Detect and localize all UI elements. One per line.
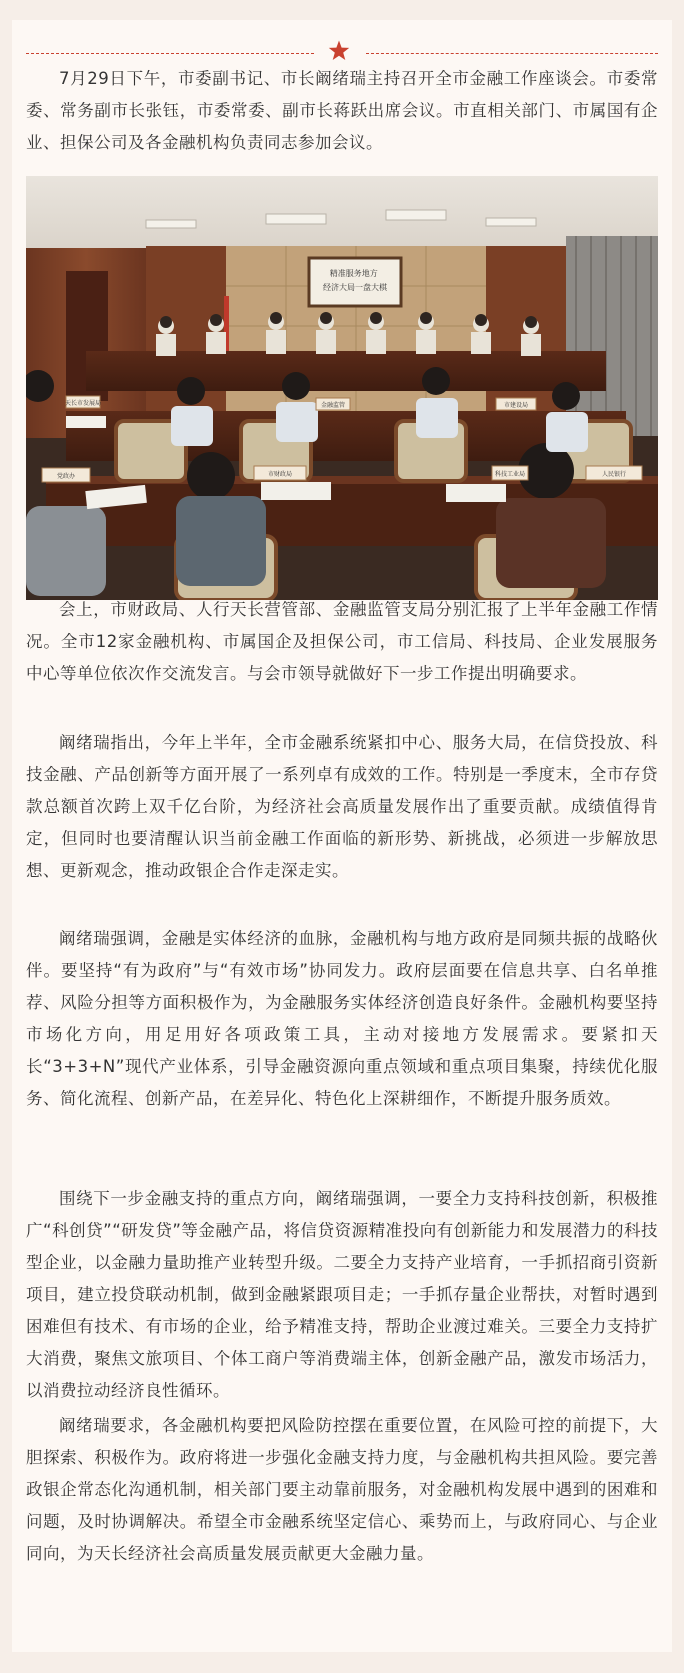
nameplate-5: 金融监管 (320, 402, 346, 409)
divider-line-left (26, 53, 314, 54)
paragraph-risk-control: 阚绪瑞要求，各金融机构要把风险防控摆在重要位置，在风险可控的前提下，大胆探索、积极作为。政府将进一步强化金融支持力度，与金融机构共担风险。要完善政银企常态化沟通机制，相关部门要主动靠前服务，对金融机构发展中遇到的困难和问题，及时协调解决。希望全市金融系统坚定信心、乘势而上，与政府同心、与企业同向，为天长经济社会高质量发展贡献更大金融力量。 (26, 1416, 658, 1563)
paragraph-reports: 会上，市财政局、人行天长营管部、金融监管支局分别汇报了上半年金融工作情况。全市12家金融机构、市属国企及担保公司，市工信局、科技局、企业发展服务中心等单位依次作交流发言。与会市领导就做好下一步工作提出明确要求。 (26, 600, 658, 683)
article-card (12, 20, 672, 1652)
nameplate-0: 党政办 (56, 473, 76, 480)
top-divider (26, 46, 658, 60)
nameplate-1: 市财政局 (267, 471, 293, 478)
nameplate-4: 天长市发展局 (64, 400, 102, 407)
paragraph-priorities: 围绕下一步金融支持的重点方向，阚绪瑞强调，一要全力支持科技创新，积极推广“科创贷”“研发贷”等金融产品，将信贷资源精准投向有创新能力和发展潜力的科技型企业，以金融力量助推产业转型升级。二要全力支持产业培育，一手抓招商引资新项目，建立投贷联动机制，做到金融紧跟项目走；一手抓存量企业帮扶，对暂时遇到困难但有技术、有市场的企业，给予精准支持，帮助企业渡过难关。三要全力支持扩大消费，聚焦文旅项目、个体工商户等消费端主体，创新金融产品，激发市场活力，以消费拉动经济良性循环。 (26, 1189, 658, 1400)
nameplate-6: 市建设局 (503, 402, 529, 409)
nameplate-2: 科技工业局 (494, 471, 526, 478)
paragraph-cooperation: 阚绪瑞强调，金融是实体经济的血脉，金融机构与地方政府是同频共振的战略伙伴。要坚持“有为政府”与“有效市场”协同发力。政府层面要在信息共享、白名单推荐、风险分担等方面积极作为，为金融服务实体经济创造良好条件。金融机构要坚持市场化方向，用足用好各项政策工具，主动对接地方发展需求。要紧扣天长“3+3+N”现代产业体系，引导金融资源向重点领域和重点项目集聚，持续优化服务、简化流程、创新产品，在差异化、特色化上深耕细作，不断提升服务质效。 (26, 929, 658, 1108)
plaque-text: 精准服务地方 经济大局一盘大棋 (323, 269, 387, 292)
paragraph-intro: 7月29日下午，市委副书记、市长阚绪瑞主持召开全市金融工作座谈会。市委常委、常务副市长张钰，市委常委、副市长蒋跃出席会议。市直相关部门、市属国有企业、担保公司及各金融机构负责同志参加会议。 (26, 69, 658, 152)
star-icon (327, 39, 351, 63)
divider-line-right (366, 53, 658, 54)
nameplate-3: 人民银行 (601, 471, 627, 478)
paragraph-achievements: 阚绪瑞指出，今年上半年，全市金融系统紧扣中心、服务大局，在信贷投放、科技金融、产品创新等方面开展了一系列卓有成效的工作。特别是一季度末，全市存贷款总额首次跨上双千亿台阶，为经济社会高质量发展作出了重要贡献。成绩值得肯定，但同时也要清醒认识当前金融工作面临的新形势、新挑战，必须进一步解放思想、更新观念，推动政银企合作走深走实。 (26, 733, 658, 880)
meeting-photo (26, 176, 658, 600)
